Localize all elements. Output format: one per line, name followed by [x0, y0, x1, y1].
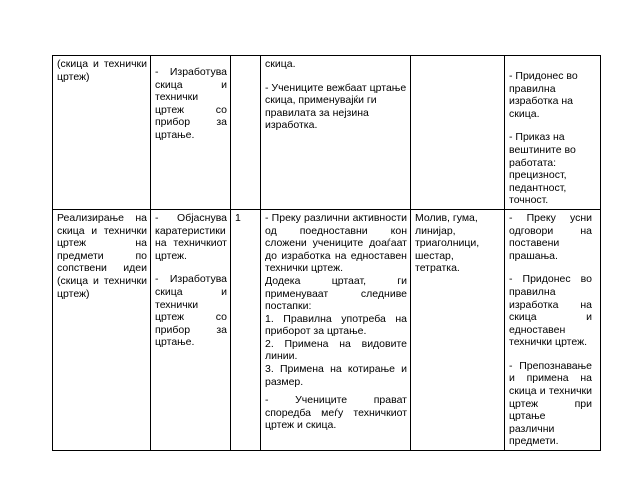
activity-text: 2. Примена на видовите линии. — [265, 337, 407, 363]
outcome-text: - Изработува скица и технички цртеж со прибор за цртање. — [155, 273, 227, 349]
materials-cell — [411, 56, 505, 210]
outcome-text: - Објаснува каратеристики на техничкиот цртеж. — [155, 211, 227, 262]
hours-cell — [231, 56, 261, 210]
evaluation-text: - Приказ на вештините во работата: прецизност, педантност, точност. — [509, 131, 576, 207]
activity-text: - Учениците прават споредба меѓу техничкиот цртеж и скица. — [265, 394, 407, 432]
outcome-text: - Изработува скица и технички цртеж со прибор за цртање. — [155, 66, 227, 141]
outcomes-cell — [151, 209, 231, 450]
activity-text: скица. — [265, 58, 296, 70]
activities-cell — [261, 209, 411, 450]
hours-cell — [231, 209, 261, 450]
evaluation-text: - Препознавање и примена на скица и технички цртеж при цртање различни предмети. — [509, 359, 592, 448]
activity-text: - Учениците вежбаат цртање скица, применувајќи ги правилата за нејзина изработка. — [265, 81, 407, 132]
activity-text: Додека цртаат, ги применуваат следниве постапки: — [265, 274, 407, 313]
topic-text: (скица и технички цртеж) — [57, 58, 147, 83]
hours-text: 1 — [235, 211, 241, 224]
outcomes-cell — [151, 56, 231, 210]
evaluation-text: - Придонес во правилна изработка на скица. — [509, 70, 578, 120]
lesson-plan-table — [52, 55, 601, 451]
table-row — [53, 56, 601, 210]
activity-text: 1. Правилна употреба на приборот за цртање. — [265, 312, 407, 338]
topic-cell — [53, 56, 151, 210]
materials-cell — [411, 209, 505, 450]
activities-cell — [261, 56, 411, 210]
materials-text: Молив, гума, линијар, триаголници, шестар, тетратка. — [415, 211, 480, 275]
evaluation-cell — [505, 209, 601, 450]
table-row — [53, 209, 601, 450]
topic-text: Реализирање на скица и технички цртеж на предмети по сопствени идеи (скица и технички цртеж) — [57, 211, 147, 300]
topic-cell — [53, 209, 151, 450]
activity-text: - Преку различни активности од поедноставни кон сложени учениците доаѓаат до изработка на едноставен технички цртеж. — [265, 211, 407, 275]
activity-text: 3. Примена на котирање и размер. — [265, 363, 407, 388]
evaluation-text: - Придонес во правилна изработка на скица и едноставен технички цртеж. — [509, 273, 592, 349]
evaluation-text: - Преку усни одговори на поставени прашања. — [509, 211, 592, 262]
evaluation-cell — [505, 56, 601, 210]
